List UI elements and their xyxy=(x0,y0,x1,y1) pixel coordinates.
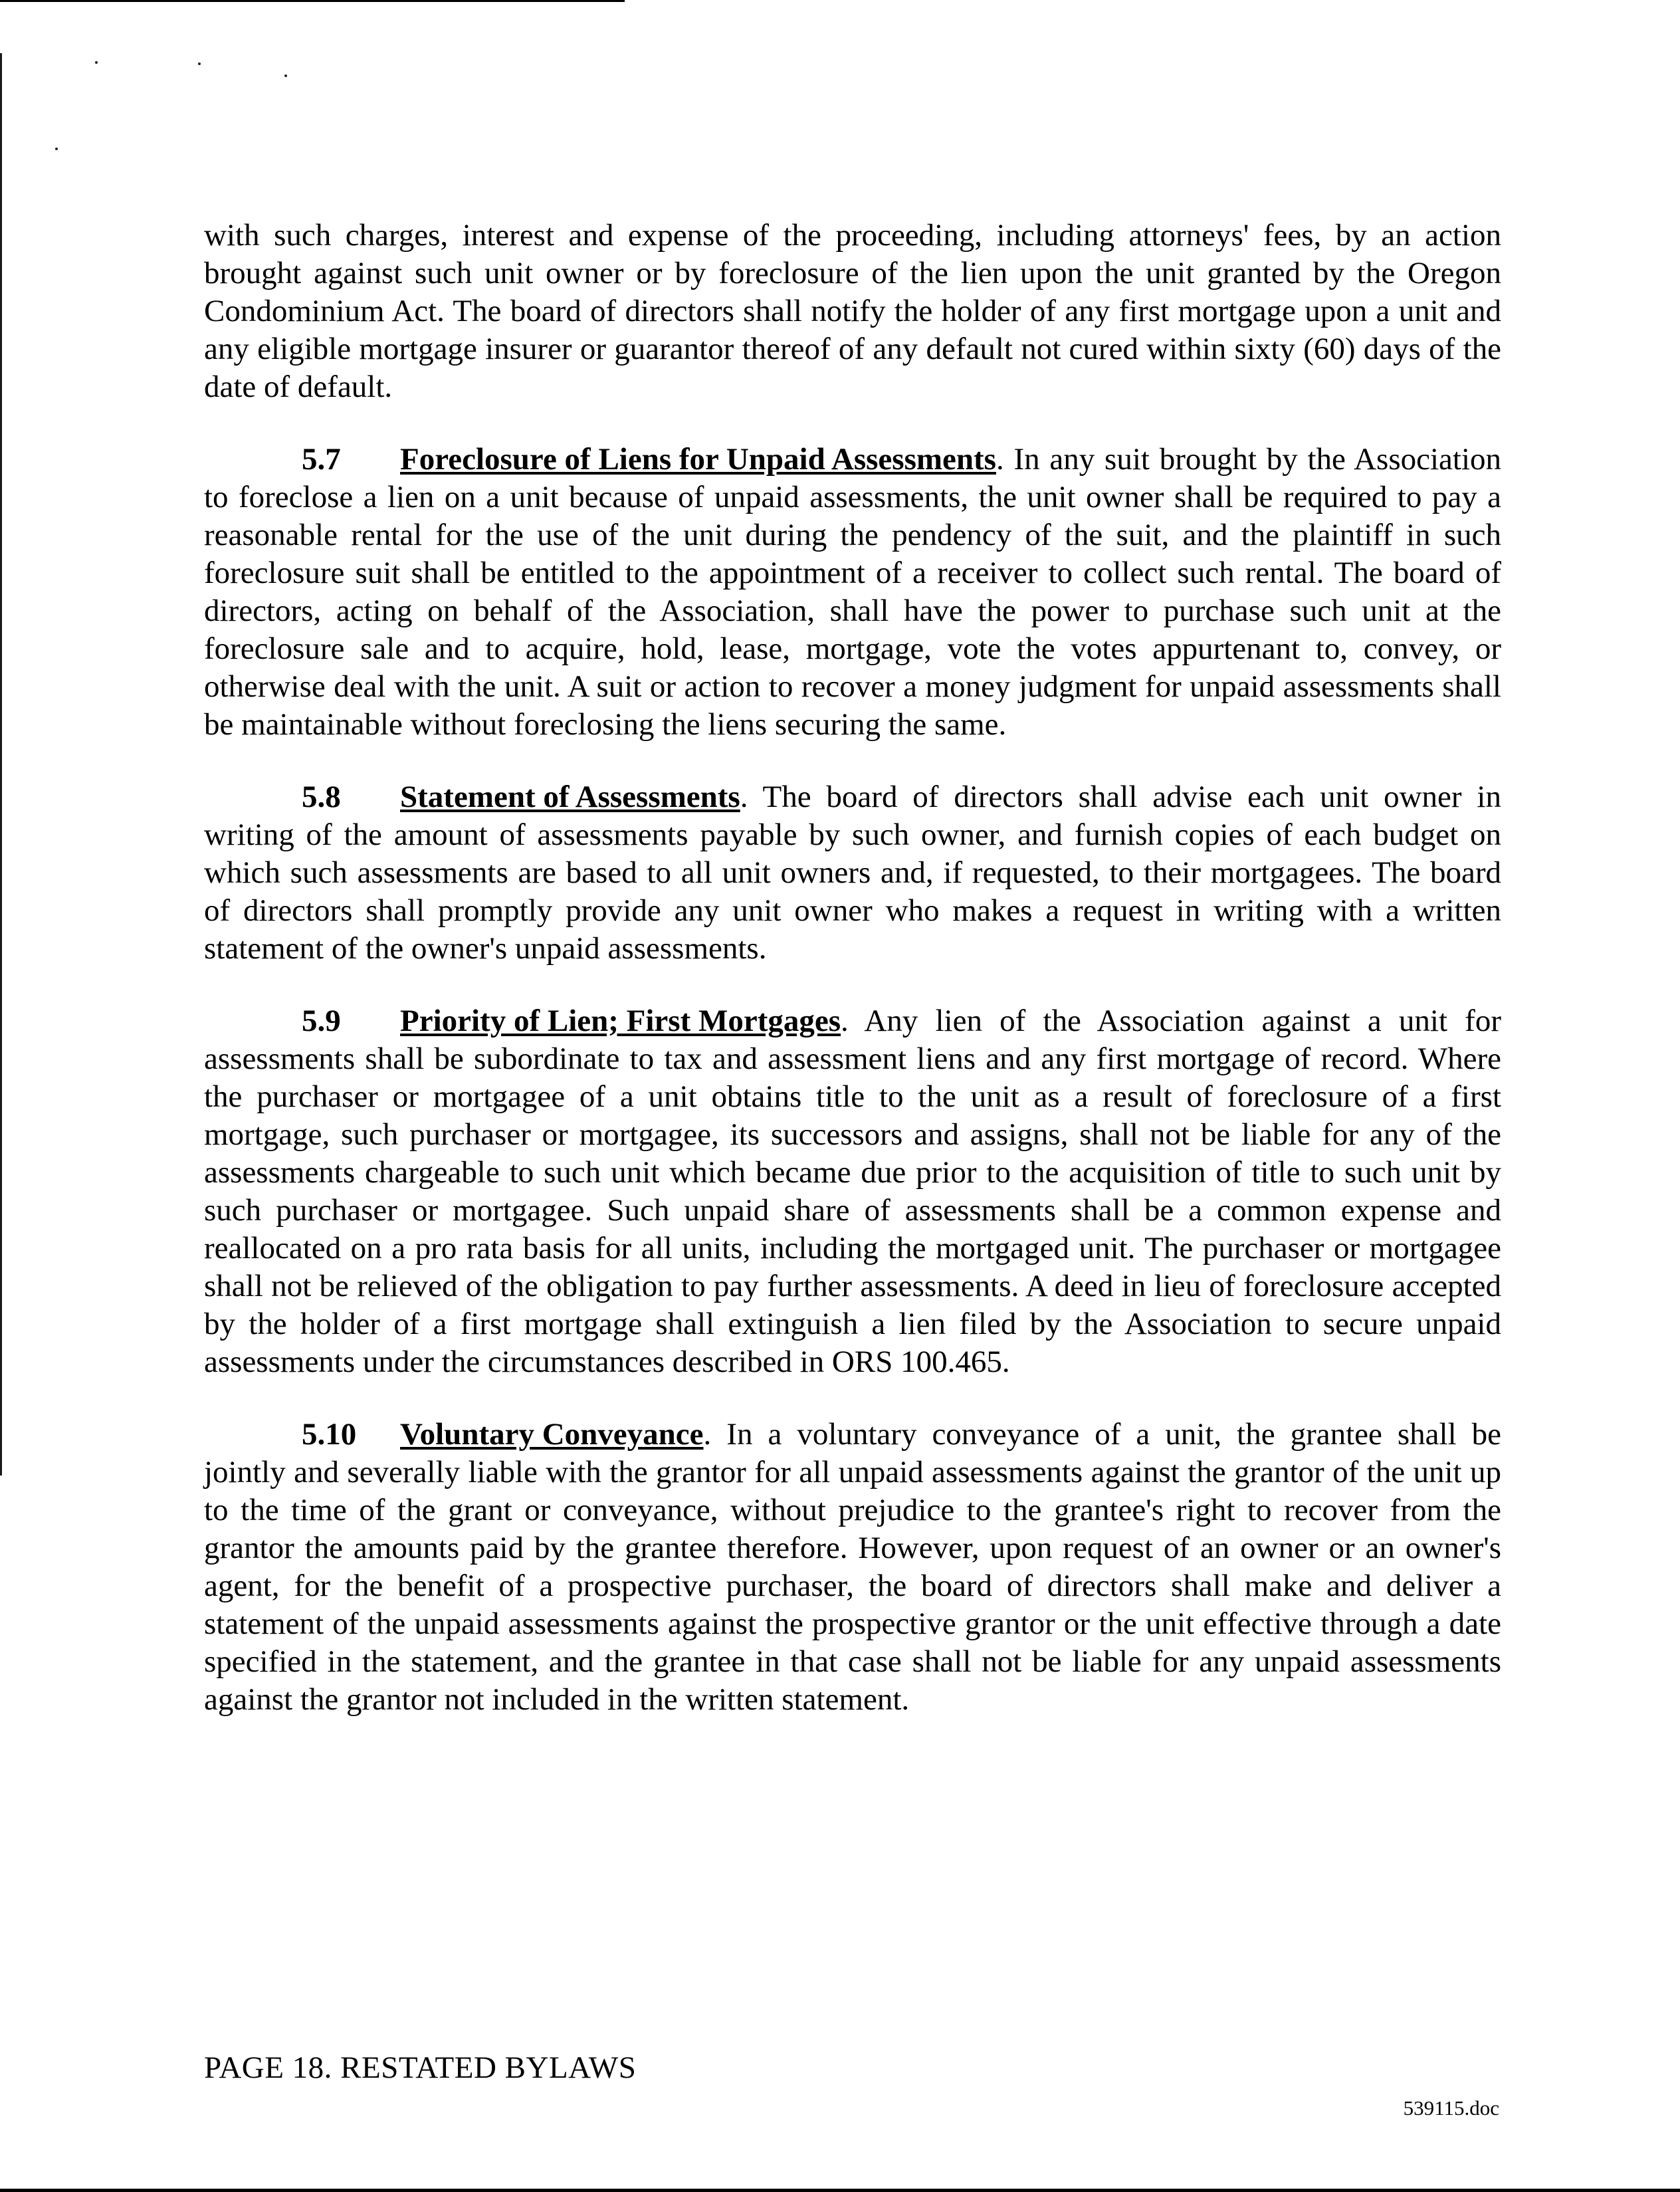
scan-edge-top xyxy=(0,0,625,2)
scan-speck xyxy=(55,148,58,150)
section-5-8: 5.8 Statement of Assessments. The board of directors shall advise each unit owner in writing of the amount of assessments payable by such owner, and furnish copies of each budget on which such assessments are based to all unit owners and, if requested, to their mortgagees. The board of directors shall promptly provide any unit owner who makes a request in writing with a written statement of the owner's unpaid assessments. xyxy=(204,780,1501,966)
section-body: In a voluntary conveyance of a unit, the grantee shall be jointly and severally liable with the grantor for all unpaid assessments against the grantor of the unit up to the time of the grant or conveyance, without prejudice to the grantee's right to recover from the grantor the amounts paid by the grantee therefore. However, upon request of an owner or an owner's agent, for the benefit of a prospective purchaser, the board of directors shall make and deliver a statement of the unpaid assessments against the prospective grantor or the unit effective through a date specified in the statement, and the grantee in that case shall not be liable for any unpaid assessments against the grantor not included in the written statement. xyxy=(204,1417,1502,1717)
section-number: 5.9 xyxy=(302,1004,341,1038)
page-footer-label: PAGE 18. RESTATED BYLAWS xyxy=(204,2050,637,2085)
scan-edge-bottom xyxy=(0,2189,1680,2192)
section-number: 5.8 xyxy=(302,780,341,814)
section-title: Voluntary Conveyance xyxy=(400,1417,704,1452)
document-id: 539115.doc xyxy=(1403,2096,1499,2120)
section-body: In any suit brought by the Association to foreclose a lien on a unit because of unpaid assessments, the unit owner shall be required to pay a reasonable rental for the use of the unit during the pendency of the suit, and the plaintiff in such foreclosure suit shall be entitled to the appointment of a receiver to collect such rental. The board of directors, acting on behalf of the Association, shall have the power to purchase such unit at the foreclosure sale and to acquire, hold, lease, mortgage, vote the votes appurtenant to, convey, or otherwise deal with the unit. A suit or action to recover a money judgment for unpaid assessments shall be maintainable without foreclosing the liens securing the same. xyxy=(204,442,1502,742)
document-body xyxy=(204,217,1501,1753)
section-number: 5.7 xyxy=(302,442,341,477)
section-number: 5.10 xyxy=(302,1417,357,1452)
section-title: Foreclosure of Liens for Unpaid Assessments xyxy=(400,442,996,477)
section-body: Any lien of the Association against a unit for assessments shall be subordinate to tax and assessment liens and any first mortgage of record. Where the purchaser or mortgagee of a unit obtains title to the unit as a result of foreclosure of a first mortgage, such purchaser or mortgagee, its successors and assigns, shall not be liable for any of the assessments chargeable to such unit which became due prior to the acquisition of title to such unit by such purchaser or mortgagee. Such unpaid share of assessments shall be a common expense and reallocated on a pro rata basis for all units, including the mortgaged unit. The purchaser or mortgagee shall not be relieved of the obligation to pay further assessments. A deed in lieu of foreclosure accepted by the holder of a first mortgage shall extinguish a lien filed by the Association to secure unpaid assessments under the circumstances described in ORS 100.465. xyxy=(204,1004,1501,1379)
section-title: Statement of Assessments xyxy=(400,780,740,814)
scan-speck xyxy=(95,61,98,64)
continuation-paragraph: with such charges, interest and expense of the proceeding, including attorneys' fees, by an action brought against such unit owner or by foreclosure of the lien upon the unit granted by the Oregon Condominium Act. The board of directors shall notify the holder of any first mortgage upon a unit and any eligible mortgage insurer or guarantor thereof of any default not cured within sixty (60) days of the date of default. xyxy=(204,218,1501,404)
scan-speck xyxy=(198,62,201,65)
section-5-7: 5.7 Foreclosure of Liens for Unpaid Assessments. In any suit brought by the Association to foreclose a lien on a unit because of unpaid assessments, the unit owner shall be required to pay a reasonable rental for the use of the unit during the pendency of the suit, and the plaintiff in such foreclosure suit shall be entitled to the appointment of a receiver to collect such rental. The board of directors, acting on behalf of the Association, shall have the power to purchase such unit at the foreclosure sale and to acquire, hold, lease, mortgage, vote the votes appurtenant to, convey, or otherwise deal with the unit. A suit or action to recover a money judgment for unpaid assessments shall be maintainable without foreclosing the liens securing the same. xyxy=(204,442,1502,742)
section-5-9: 5.9 Priority of Lien; First Mortgages. Any lien of the Association against a unit for assessments shall be subordinate to tax and assessment liens and any first mortgage of record. Where the purchaser or mortgagee of a unit obtains title to the unit as a result of foreclosure of a first mortgage, such purchaser or mortgagee, its successors and assigns, shall not be liable for any of the assessments chargeable to such unit which became due prior to the acquisition of title to such unit by such purchaser or mortgagee. Such unpaid share of assessments shall be a common expense and reallocated on a pro rata basis for all units, including the mortgaged unit. The purchaser or mortgagee shall not be relieved of the obligation to pay further assessments. A deed in lieu of foreclosure accepted by the holder of a first mortgage shall extinguish a lien filed by the Association to secure unpaid assessments under the circumstances described in ORS 100.465. xyxy=(204,1004,1501,1379)
scan-speck xyxy=(284,74,287,77)
scan-edge-left xyxy=(0,53,2,1476)
section-5-10: 5.10 Voluntary Conveyance. In a voluntary conveyance of a unit, the grantee shall be jointly and severally liable with the grantor for all unpaid assessments against the grantor of the unit up to the time of the grant or conveyance, without prejudice to the grantee's right to recover from the grantor the amounts paid by the grantee therefore. However, upon request of an owner or an owner's agent, for the benefit of a prospective purchaser, the board of directors shall make and deliver a statement of the unpaid assessments against the prospective grantor or the unit effective through a date specified in the statement, and the grantee in that case shall not be liable for any unpaid assessments against the grantor not included in the written statement. xyxy=(204,1417,1502,1717)
section-title: Priority of Lien; First Mortgages xyxy=(400,1004,841,1038)
section-body: The board of directors shall advise each unit owner in writing of the amount of assessments payable by such owner, and furnish copies of each budget on which such assessments are based to all unit owners and, if requested, to their mortgagees. The board of directors shall promptly provide any unit owner who makes a request in writing with a written statement of the owner's unpaid assessments. xyxy=(204,780,1501,966)
